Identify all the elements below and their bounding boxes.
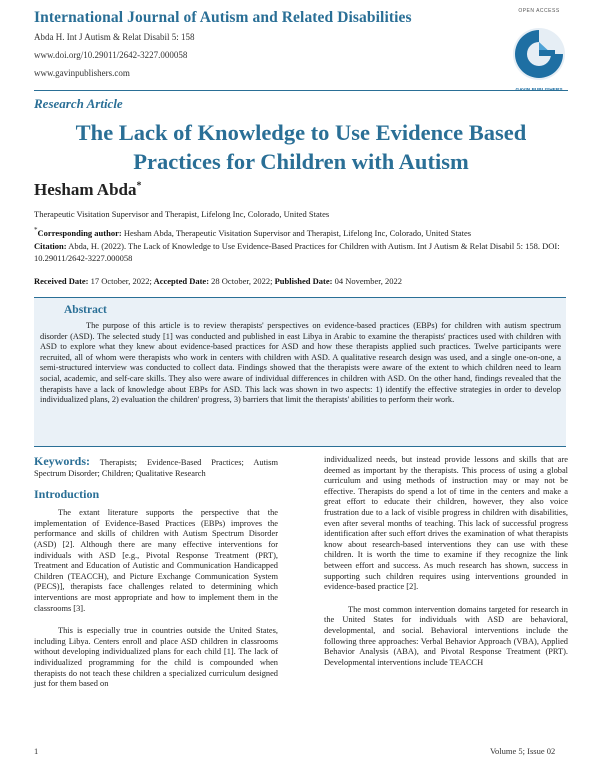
journal-title: International Journal of Autism and Related Disabilities	[34, 9, 412, 26]
accepted-date: 28 October, 2022;	[209, 276, 273, 286]
corresponding-text: Hesham Abda, Therapeutic Visitation Supervisor and Therapist, Lifelong Inc, Colorado, United States	[121, 227, 472, 238]
received-label: Received Date:	[34, 276, 89, 286]
intro-paragraph-continued: individualized needs, but instead provide lessons and skills that are deemed as important by the therapists. This process of using a global curriculum and using methods of instruction may or may not be effective. Therapists do spend a lot of time in the centers and make a great effort to educate their children, however, they also voice frustration due to a lack of visible progress in children with disabilities, even after several months of teaching. This lack of successful progress identification after such effort drives the examination of what therapists know about research-based interventions they can use with these children. It is worth the time to examine if they recognize the link between effort and success. As much research has shown, success in supporting such children requires using interventions grounded in evidence-based practice [2].	[324, 455, 568, 592]
intro-paragraph: This is especially true in countries outside the United States, including Libya. Centers enroll and place ASD children in classrooms without developing individualized plans for each child [1]. The lack of individualized programming for the child is compounded when therapists do not teach these children a specialized curriculum designed just for them based on	[34, 626, 278, 689]
gavin-logo-icon	[506, 8, 572, 88]
author-name	[34, 180, 142, 200]
abstract-heading: Abstract	[64, 304, 107, 316]
volume-issue: Volume 5; Issue 02	[490, 746, 556, 756]
corresponding-asterisk: *	[34, 226, 38, 234]
citation-text: Abda, H. (2022). The Lack of Knowledge to Use Evidence-Based Practices for Children with Autism. Int J Autism & Relat Disabil 5: 158. DOI: 10.29011/2642-3227.000058	[34, 241, 560, 263]
corresponding-author	[34, 225, 568, 239]
dates-line	[34, 276, 568, 288]
website-link[interactable]: www.gavinpublishers.com	[34, 68, 130, 78]
received-date: 17 October, 2022;	[88, 276, 152, 286]
intro-paragraph: The extant literature supports the perspective that the implementation of Evidence-Based Practices (EBPs) improves the performance and skills of children with Autism Spectrum Disorder (ASD) [2]. Although there are many effective interventions for individuals with ASD [e.g., Pivotal Response Treatment (PRT), Treatment and Education of Autistic and Communication Handicapped Children (TEACCH), and Picture Exchange Communication System (PECS)], therapists face challenges related to determining which interventions are most appropriate and how to implement them in the classrooms [3].	[34, 508, 278, 613]
article-title: The Lack of Knowledge to Use Evidence Based Practices for Children with Autism	[75, 120, 527, 174]
keywords-label: Keywords:	[34, 454, 90, 468]
publisher-logo	[506, 8, 572, 96]
abstract-text: The purpose of this article is to review therapists' perspectives on evidence-based practices (EBPs) for children with autism spectrum disorder (ASD). The selected study [1] was conducted and published in east Libya in Arabic to examine the therapists' practices used with children with ASD to explore what they knew about evidence-based practices for ASD and how these therapists applied such practices. Twelve participants were recruited, all of whom were therapists who work in centers with children with ASD. A qualitative research design was used, and a single one-on-one, a semi-structured interview was conducted to collect data. Findings showed that the therapists were aware of the extent to which children need to learn social, academic, and self-care skills. They also were aware of individual differences in children with ASD. On the other hand, findings revealed that the therapists have a lack of knowledge about EBPs for ASD. This lack was shown in two aspects: 1) identify the effective strategies in order to develop individualized plans, 2) evaluation the children' progress, 3) barriers that limit the therapists' abilities to perform their work.	[40, 321, 561, 405]
left-column	[34, 456, 278, 702]
affiliation: Therapeutic Visitation Supervisor and Therapist, Lifelong Inc, Colorado, United States	[34, 209, 330, 219]
right-column	[324, 455, 568, 680]
author-name-text: Hesham Abda	[34, 180, 137, 199]
introduction-heading: Introduction	[34, 487, 100, 502]
page-number: 1	[34, 746, 39, 756]
accepted-label: Accepted Date:	[151, 276, 210, 286]
citation-block	[34, 241, 568, 264]
intro-paragraph: The most common intervention domains targeted for research in the United States for individuals with ASD are behavioral, developmental, and social. Behavioral interventions include the following three approaches: Verbal Behavior Approach (VBA), Applied Behavior Analysis (ABA), and Pivotal Response Treatment (PRT). Developmental interventions include TEACCH	[324, 604, 568, 667]
published-label: Published Date:	[272, 276, 333, 286]
citation-label: Citation:	[34, 241, 67, 251]
corresponding-label: Corresponding author:	[37, 227, 122, 238]
keywords-text: Therapists; Evidence-Based Practices; Autism Spectrum Disorder; Children; Qualitative Research	[34, 458, 278, 478]
header-divider	[34, 90, 568, 91]
citation-line: Abda H. Int J Autism & Relat Disabil 5: 158	[34, 32, 195, 42]
published-date: 04 November, 2022	[332, 276, 402, 286]
publisher-wordmark: OPEN ACCESS	[518, 8, 560, 14]
keywords	[34, 456, 278, 479]
author-asterisk: *	[136, 180, 142, 192]
article-type: Research Article	[34, 96, 123, 111]
doi-line[interactable]: www.doi.org/10.29011/2642-3227.000058	[34, 50, 188, 60]
